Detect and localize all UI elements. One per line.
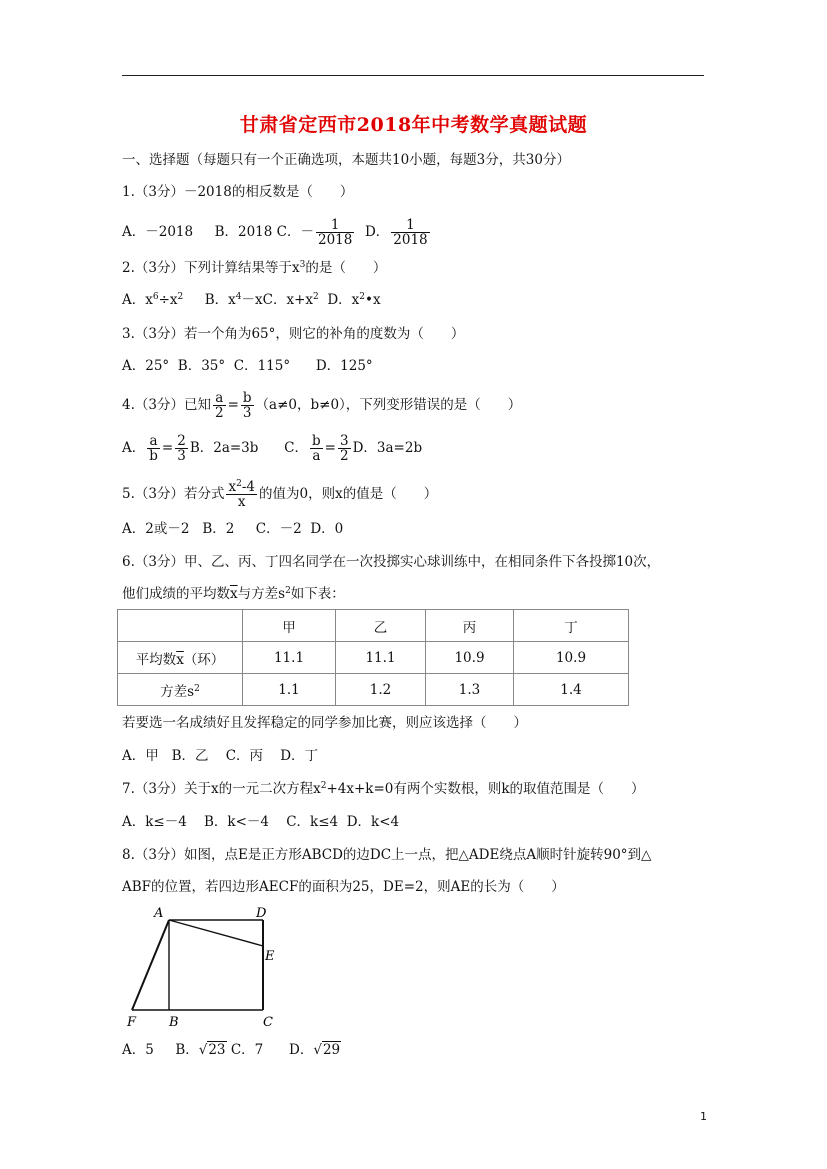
table-row: [118, 642, 629, 674]
question-5-options: [122, 519, 343, 539]
option-text: ÷x: [158, 292, 178, 308]
question-8-options: [122, 1040, 341, 1060]
x-bar-symbol: $\overline{x}$: [230, 586, 238, 602]
stem-text: 如下表：: [290, 586, 345, 602]
fraction-numerator: a: [147, 434, 160, 449]
option-d-prefix: D．: [364, 224, 390, 240]
numerator-base: x: [228, 479, 237, 495]
label-a: A: [154, 906, 164, 921]
table-header-cell: 乙: [336, 610, 426, 642]
stem-text: （a≠0，b≠0），下列变形错误的是（ ）: [255, 397, 522, 413]
exponent: 2: [359, 292, 366, 302]
option-d-fraction: [391, 218, 429, 247]
option-d: D．0: [310, 521, 344, 537]
option-b: B．k<－4: [204, 814, 270, 830]
option-a: A．5: [122, 1042, 154, 1058]
option-b: B．2a=3b: [189, 440, 259, 456]
equals-sign: =: [324, 440, 336, 456]
label-d: D: [256, 906, 267, 921]
table-header-cell: 甲: [243, 610, 336, 642]
fraction-denominator: 2018: [318, 232, 353, 248]
page-number: 1: [700, 1110, 707, 1123]
option-d: D．3a=2b: [352, 440, 423, 456]
row-label-text: 方差s: [160, 683, 195, 700]
table-row: [118, 674, 629, 706]
option-d: [327, 292, 380, 308]
exponent: 2: [236, 479, 242, 489]
table-cell: 1.3: [426, 674, 514, 706]
row-label-text: 平均数: [135, 651, 177, 668]
equals-sign: =: [227, 397, 239, 413]
fraction-numerator: 2: [177, 433, 186, 449]
table-cell: 1.4: [514, 674, 629, 706]
question-4-options: [122, 434, 422, 463]
stem-text: 2.（3分）下列计算结果等于x: [122, 260, 300, 276]
label-f: F: [127, 1015, 137, 1030]
question-5-stem: [122, 480, 437, 509]
row-label-variance: [118, 674, 243, 706]
option-c-fraction-left: [310, 434, 323, 463]
question-7-stem: [122, 779, 645, 799]
fraction-numerator: b: [312, 433, 321, 449]
exponent: 2: [320, 781, 327, 791]
radicand: 23: [208, 1042, 226, 1058]
stem-text: 与方差s: [237, 586, 286, 602]
option-d-prefix: D．: [289, 1042, 314, 1058]
option-text: B．x: [204, 292, 236, 308]
fraction-denominator: a: [312, 448, 321, 464]
row-label-text: （环）: [183, 651, 225, 668]
option-a-fraction-right: [175, 434, 188, 463]
question-6-stem-line-2: [122, 584, 345, 604]
table-header-cell: [118, 610, 243, 642]
header-rule: [122, 75, 704, 76]
option-b: B．2: [202, 521, 235, 537]
question-7-options: [122, 812, 399, 832]
question-6-followup: 若要选一名成绩好且发挥稳定的同学参加比赛，则应该选择（ ）: [122, 715, 527, 731]
fraction-denominator: 2018: [393, 232, 428, 248]
option-text: C．x+x: [262, 292, 314, 308]
fraction-expression: [226, 480, 257, 509]
option-c-fraction-right: [338, 434, 351, 463]
option-text: A．x: [122, 292, 153, 308]
option-a-fraction-left: [147, 434, 160, 463]
table-cell: 1.2: [336, 674, 426, 706]
fraction-denominator: b: [149, 448, 158, 464]
option-d: D．k<4: [346, 814, 400, 830]
option-d-sqrt: √29: [313, 1042, 341, 1058]
option-a: A．k≤－4: [122, 814, 187, 830]
fraction-denominator: x: [237, 494, 246, 510]
option-text: D．x: [327, 292, 360, 308]
option-c-prefix: C．－: [276, 224, 314, 240]
table-header-cell: 丁: [514, 610, 629, 642]
exponent: 2: [194, 683, 200, 694]
label-c: C: [263, 1015, 273, 1030]
option-a-prefix: A．: [122, 440, 146, 456]
stem-text: 7.（3分）关于x的一元二次方程x: [122, 781, 321, 797]
option-b: B．35°: [177, 358, 226, 374]
fraction-denominator: 2: [339, 448, 349, 464]
table-cell: 1.1: [243, 674, 336, 706]
question-3-options: [122, 356, 373, 376]
option-a: A．2或－2: [122, 521, 190, 537]
question-6-options: [122, 746, 318, 766]
fraction-a-over-2: [213, 391, 226, 420]
exponent: 2: [313, 292, 319, 302]
question-2-options: [122, 290, 381, 310]
option-c: C．－2: [255, 521, 302, 537]
exponent: 6: [152, 292, 159, 302]
question-1-stem: 1.（3分）－2018的相反数是（ ）: [122, 184, 354, 200]
label-b: B: [169, 1015, 179, 1030]
row-label-mean: [118, 642, 243, 674]
question-8-stem-line-1: 8.（3分）如图，点E是正方形ABCD的边DC上一点，把△ADE绕点A顺时针旋转90°到△: [122, 847, 652, 863]
exponent: 2: [177, 292, 184, 302]
score-table: [117, 609, 629, 706]
option-text: －x: [241, 292, 263, 308]
option-c-fraction: [316, 218, 354, 247]
fraction-numerator: a: [213, 391, 226, 406]
stem-text: 4.（3分）已知: [122, 397, 211, 413]
exponent: 2: [285, 586, 291, 596]
stem-text: 的是（ ）: [305, 260, 387, 276]
table-header-cell: 丙: [426, 610, 514, 642]
table-cell: 11.1: [243, 642, 336, 674]
option-a: A．甲: [122, 748, 159, 764]
option-a: A．－2018: [122, 224, 194, 240]
exponent: 4: [235, 292, 242, 302]
fraction-numerator: 3: [339, 433, 349, 449]
option-c: [263, 292, 319, 308]
figure-lines: [132, 920, 263, 1010]
table-cell: 10.9: [514, 642, 629, 674]
question-4-stem: [122, 391, 521, 420]
question-1-options: [122, 218, 432, 247]
option-b: B．2018: [214, 224, 273, 240]
question-2-stem: [122, 258, 386, 278]
exponent: 3: [299, 260, 306, 270]
option-b-sqrt: √23: [198, 1042, 226, 1058]
option-d: D．丁: [280, 748, 319, 764]
option-d: D．125°: [315, 358, 373, 374]
stem-text: +4x+k=0有两个实数根，则k的取值范围是（ ）: [326, 781, 645, 797]
question-3-stem: 3.（3分）若一个角为65°，则它的补角的度数为（ ）: [122, 326, 465, 342]
label-e: E: [265, 949, 275, 964]
question-6-stem-line-1: 6.（3分）甲、乙、丙、丁四名同学在一次投掷实心球训练中，在相同条件下各投掷10次，: [122, 554, 661, 570]
fraction-denominator: 2: [214, 405, 224, 421]
fraction-numerator: 1: [391, 218, 429, 233]
option-c: C．115°: [233, 358, 291, 374]
segment-ae: [169, 920, 263, 946]
fraction-numerator: [226, 480, 257, 495]
option-text: •x: [365, 292, 381, 308]
fraction-numerator: b: [242, 390, 252, 406]
option-b: B．乙: [171, 748, 209, 764]
fraction-denominator: 3: [177, 448, 186, 464]
option-c: C．7: [230, 1042, 264, 1058]
table-header-row: [118, 610, 629, 642]
fraction-denominator: 3: [242, 405, 252, 421]
stem-text: 他们成绩的平均数: [122, 586, 230, 602]
option-c: C．k≤4: [286, 814, 339, 830]
table-cell: 11.1: [336, 642, 426, 674]
fraction-numerator: 1: [316, 218, 354, 233]
option-a: [122, 292, 183, 308]
fraction-b-over-3: [241, 391, 254, 420]
question-8-stem-line-2: ABF的位置，若四边形AECF的面积为25，DE=2，则AE的长为（ ）: [122, 879, 565, 895]
option-b: [205, 292, 263, 308]
x-bar-symbol: $\overline{x}$: [176, 651, 184, 668]
section-heading: 一、选择题（每题只有一个正确选项，本题共10小题，每题3分，共30分）: [122, 152, 570, 168]
radicand: 29: [322, 1042, 341, 1058]
table-cell: 10.9: [426, 642, 514, 674]
option-b-prefix: B．: [175, 1042, 199, 1058]
option-c-prefix: C．: [284, 440, 309, 456]
numerator-rest: -4: [241, 479, 255, 495]
stem-text: 5.（3分）若分式: [122, 486, 225, 502]
option-a: A．25°: [122, 358, 170, 374]
square-figure: [122, 905, 292, 1035]
option-c: C．丙: [225, 748, 264, 764]
page-title: 甘肃省定西市2018年中考数学真题试题: [239, 114, 588, 136]
equals-sign: =: [161, 440, 174, 456]
stem-text: 的值为0，则x的值是（ ）: [259, 486, 438, 502]
segment-af: [132, 920, 169, 1010]
